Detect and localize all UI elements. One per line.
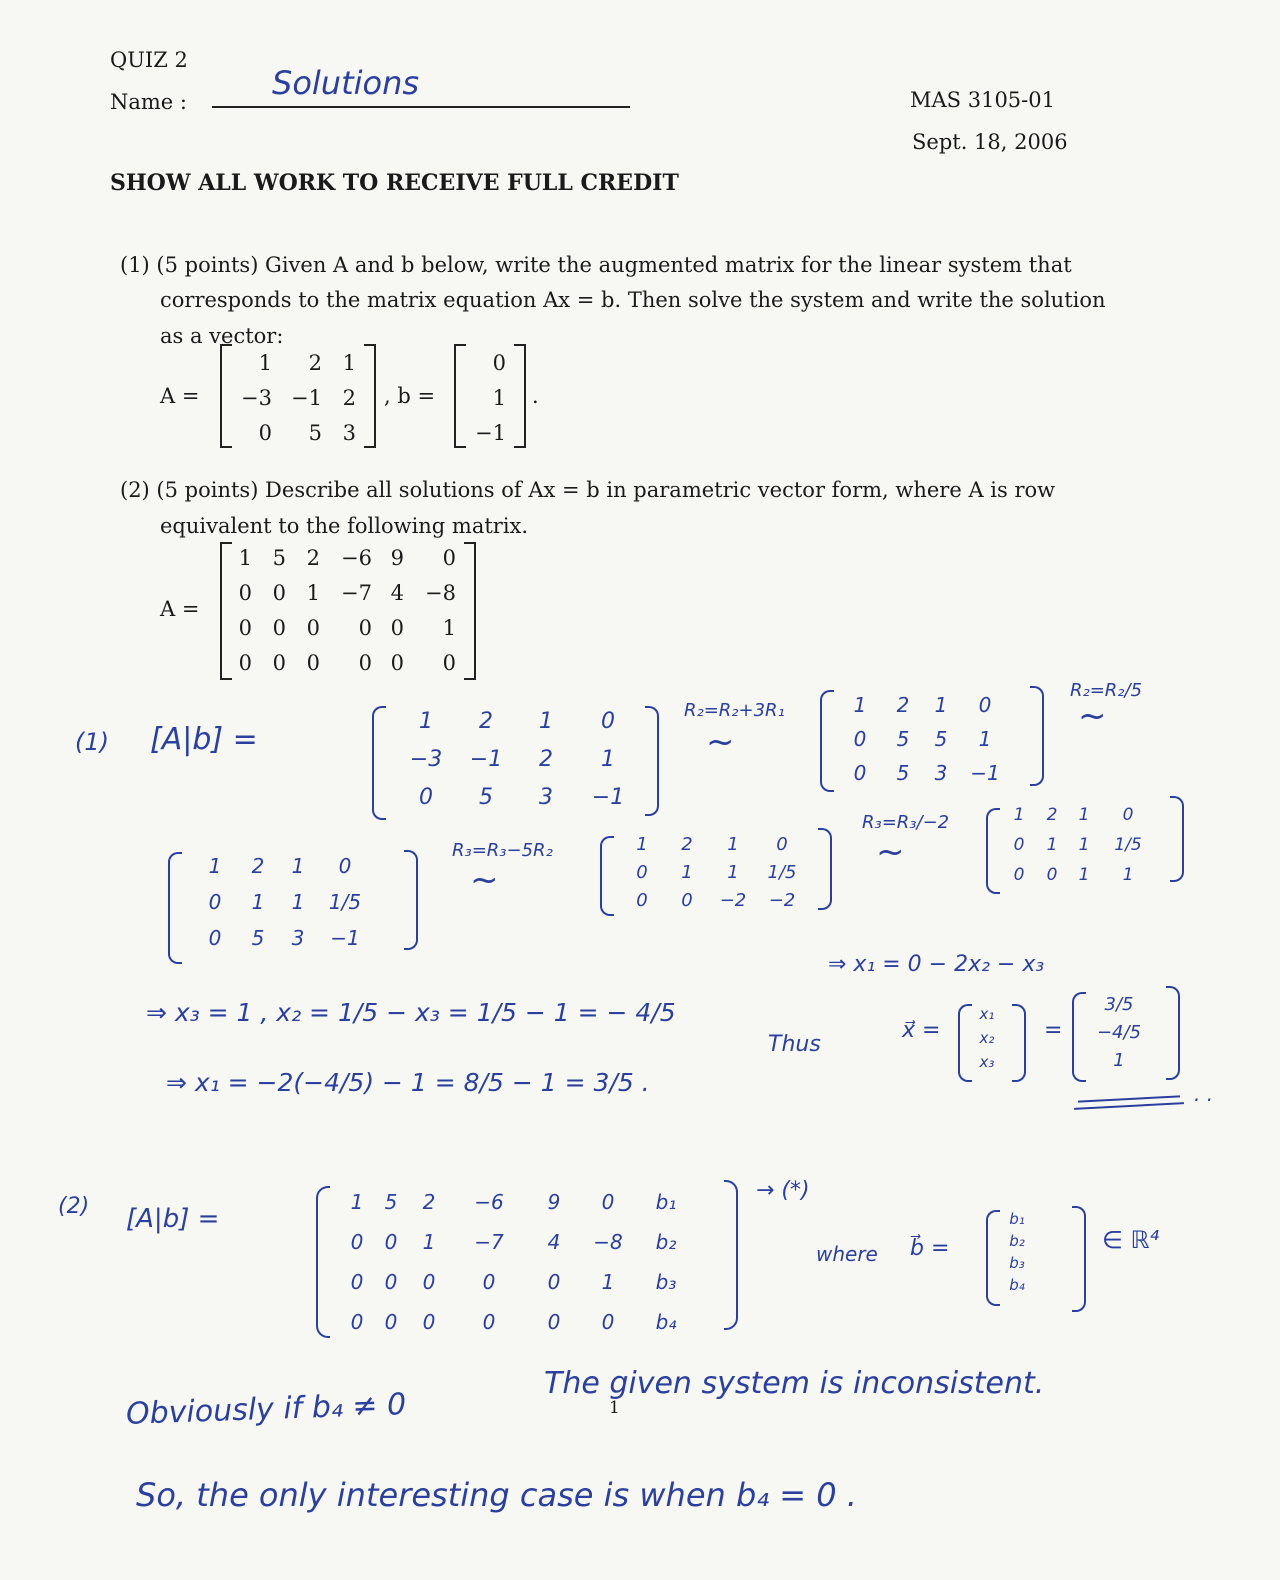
sol1-op3: R₃=R₃−5R₂ bbox=[452, 840, 553, 861]
sol1-m2-right-bracket bbox=[1030, 686, 1044, 786]
sol1-m1-left-bracket bbox=[372, 706, 386, 820]
sol1-m4-left-bracket bbox=[600, 836, 614, 916]
sol1-thus: Thus bbox=[768, 1032, 821, 1057]
sol1-matrix-1: 1 2 1 0 −3 −1 2 1 0 5 3 −1 bbox=[409, 708, 625, 810]
sol2-in-r4: ∈ ℝ⁴ bbox=[1102, 1226, 1160, 1254]
solution2-lhs: [A|b] = bbox=[126, 1204, 220, 1234]
quiz-date: Sept. 18, 2006 bbox=[912, 130, 1068, 154]
sol1-matrix-2: 1 2 1 0 0 5 5 1 0 5 3 −1 bbox=[853, 693, 1000, 785]
quiz-title: QUIZ 2 bbox=[110, 48, 188, 72]
sol1-m1-right-bracket bbox=[645, 706, 659, 816]
sol2-bvec: b₁ b₂ b₃ b₄ bbox=[1009, 1210, 1025, 1294]
sol1-matrix-3: 1 2 1 0 0 1 1 1/5 0 5 3 −1 bbox=[208, 854, 362, 950]
name-value: Solutions bbox=[272, 64, 420, 102]
sol1-line-b: ⇒ x₁ = −2(−4/5) − 1 = 8/5 − 1 = 3/5 . bbox=[166, 1068, 650, 1097]
sol2-bvec-left-bracket bbox=[986, 1210, 1000, 1306]
name-underline bbox=[212, 106, 630, 108]
problem1-b-right-bracket bbox=[514, 344, 526, 448]
sol2-bvec-right-bracket bbox=[1072, 1206, 1086, 1312]
solution1-label: (1) bbox=[75, 728, 109, 756]
sol1-m3-right-bracket bbox=[404, 850, 418, 950]
instruction-heading: SHOW ALL WORK TO RECEIVE FULL CREDIT bbox=[110, 170, 679, 196]
sol1-op2: R₂=R₂/5 bbox=[1070, 680, 1143, 701]
sol1-m5-right-bracket bbox=[1170, 796, 1184, 882]
sol1-m4-right-bracket bbox=[818, 828, 832, 910]
course-code: MAS 3105-01 bbox=[910, 88, 1055, 112]
sol1-m5-left-bracket bbox=[986, 808, 1000, 894]
sol1-m2-left-bracket bbox=[820, 690, 834, 792]
problem1-matrix-a: 1 2 1 −3 −1 2 0 5 3 bbox=[241, 350, 356, 445]
problem2-matrix-a: 1 5 2 −6 9 0 0 0 1 −7 4 −8 0 0 0 0 0 1 0 0 0 0 0 0 bbox=[238, 545, 456, 675]
sol1-xvec-right-bracket bbox=[1012, 1004, 1026, 1082]
problem1-a-left-bracket bbox=[220, 344, 232, 448]
problem1-vector-b: 0 1 −1 bbox=[475, 350, 506, 445]
sol1-answer-underline-2 bbox=[1074, 1102, 1184, 1110]
sol2-interesting-case: So, the only interesting case is when b₄ = 0 . bbox=[136, 1476, 857, 1514]
sol1-tilde-4: ~ bbox=[876, 832, 905, 872]
sol2-m-left-bracket bbox=[316, 1186, 330, 1338]
problem2-a-right-bracket bbox=[464, 542, 476, 680]
sol1-xvec: x₁ x₂ x₃ bbox=[979, 1005, 995, 1071]
sol2-where: where bbox=[816, 1242, 878, 1266]
problem1-period: . bbox=[532, 384, 539, 408]
sol1-answer-underline-1 bbox=[1078, 1095, 1180, 1102]
solution1-lhs: [A|b] = bbox=[150, 722, 258, 757]
sol1-x1-formula: ⇒ x₁ = 0 − 2x₂ − x₃ bbox=[828, 952, 1045, 977]
problem1-line3: as a vector: bbox=[160, 324, 284, 348]
sol2-bvec-label: b⃗ = bbox=[910, 1236, 950, 1261]
problem2-line1: (2) (5 points) Describe all solutions of Ax = b in parametric vector form, where A is row bbox=[120, 478, 1056, 502]
sol2-matrix: 1 5 2 −6 9 0 b₁ 0 0 1 −7 4 −8 b₂ 0 0 0 0 0 1 b₃ 0 0 0 0 0 0 b₄ bbox=[350, 1190, 677, 1334]
sol1-matrix-5: 1 2 1 0 0 1 1 1/5 0 0 1 1 bbox=[1013, 805, 1142, 885]
problem1-line1: (1) (5 points) Given A and b below, write the augmented matrix for the linear system that bbox=[120, 253, 1072, 277]
sol1-matrix-4: 1 2 1 0 0 1 1 1/5 0 0 −2 −2 bbox=[636, 833, 797, 911]
sol2-arrow: → (*) bbox=[756, 1178, 810, 1203]
sol1-op4: R₃=R₃/−2 bbox=[862, 812, 950, 833]
sol1-m3-left-bracket bbox=[168, 852, 182, 964]
sol2-obviously: Obviously if b₄ ≠ 0 bbox=[125, 1387, 407, 1432]
problem1-line2: corresponds to the matrix equation Ax = b. Then solve the system and write the solution bbox=[160, 288, 1106, 312]
problem1-b-label: , b = bbox=[384, 384, 436, 408]
problem2-line2: equivalent to the following matrix. bbox=[160, 514, 529, 538]
page-number: 1 bbox=[609, 1398, 620, 1418]
name-label: Name : bbox=[110, 90, 187, 114]
sol1-xvec-eq: = bbox=[1044, 1018, 1063, 1043]
problem1-a-right-bracket bbox=[364, 344, 376, 448]
sol1-line-a: ⇒ x₃ = 1 , x₂ = 1/5 − x₃ = 1/5 − 1 = − 4/5 bbox=[146, 998, 676, 1027]
sol1-xsol: 3/5 −4/5 1 bbox=[1096, 993, 1142, 1071]
problem2-a-label: A = bbox=[160, 597, 200, 621]
sol1-xvec-label: x⃗ = bbox=[902, 1018, 941, 1043]
sol1-dots: . . bbox=[1194, 1082, 1214, 1106]
sol1-tilde-3: ~ bbox=[470, 860, 499, 900]
sol1-op1: R₂=R₂+3R₁ bbox=[684, 700, 785, 721]
sol1-tilde-1: ~ bbox=[706, 722, 735, 762]
problem1-a-label: A = bbox=[160, 384, 200, 408]
sol2-m-right-bracket bbox=[724, 1180, 738, 1330]
solution2-label: (2) bbox=[58, 1194, 90, 1219]
sol1-tilde-2: ~ bbox=[1078, 696, 1107, 736]
sol2-inconsistent: The given system is inconsistent. bbox=[544, 1366, 1045, 1401]
sol1-xsol-right-bracket bbox=[1166, 986, 1180, 1080]
problem1-b-left-bracket bbox=[454, 344, 466, 448]
